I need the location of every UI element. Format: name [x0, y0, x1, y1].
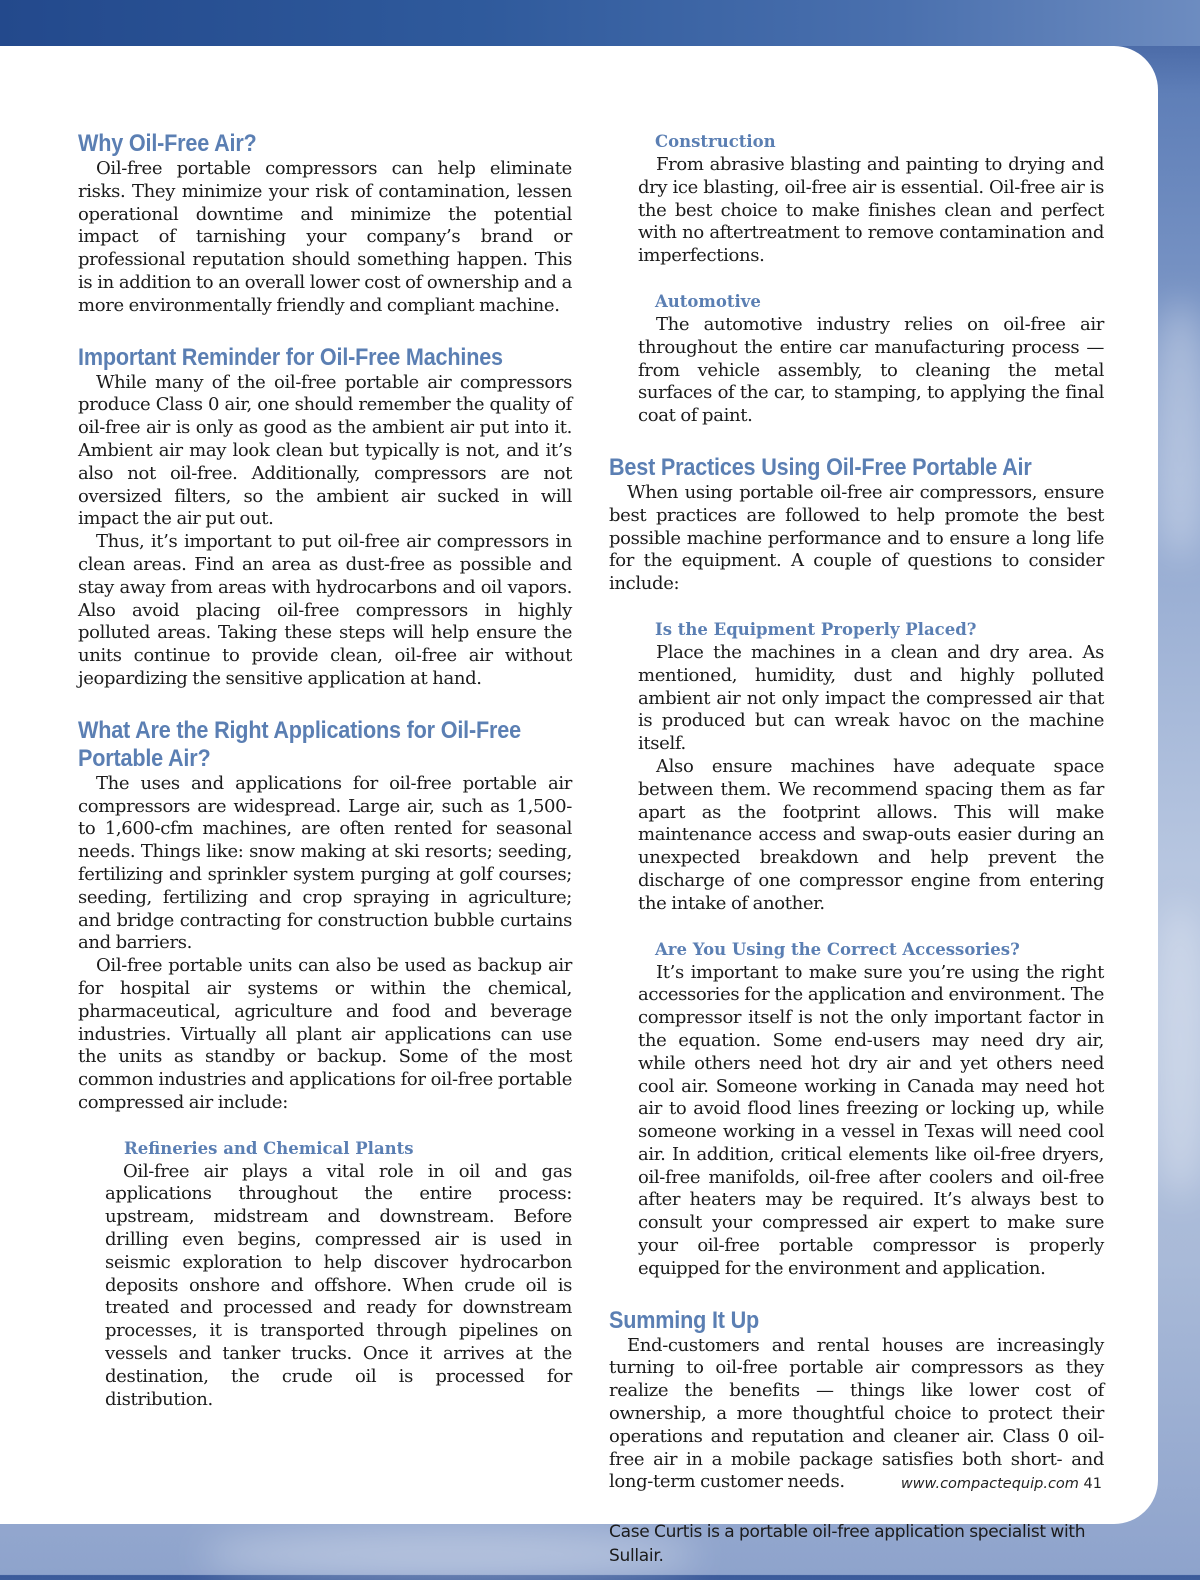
- section-why-oil-free: [78, 130, 572, 318]
- subsection-heading: Are You Using the Correct Accessories?: [655, 939, 1020, 959]
- page-footer: [901, 1476, 1102, 1492]
- section-heading: Best Practices Using Oil-Free Portable Air: [609, 453, 1032, 481]
- section-heading: What Are the Right Applications for Oil-Free Portable Air?: [78, 716, 521, 772]
- paragraph: The automotive industry relies on oil-free air throughout the entire car manufacturing process — from vehicle assembly, to cleaning the metal surfaces of the car, to stamping, to applying the final coat of paint.: [638, 313, 1104, 427]
- subsection-heading: Automotive: [655, 291, 761, 311]
- section-summing-up: [609, 1307, 1104, 1495]
- paragraph: The uses and applications for oil-free portable air compressors are widespread. Large air, such as 1,500- to 1,600-cfm machines, are often rented for seasonal needs. Things like: snow making at ski resorts; seeding, fertilizing and sprinkler system purging at golf courses; seeding, fertilizing and crop spraying in agriculture; and bridge contracting for construction bubble curtains and barriers.: [78, 772, 572, 954]
- subsection-heading: Construction: [655, 132, 776, 151]
- subsection-heading: Refineries and Chemical Plants: [124, 1138, 414, 1158]
- subsection-refineries: [105, 1137, 572, 1412]
- paragraph: Oil-free air plays a vital role in oil and gas applications throughout the entire process: upstream, midstream and downstream. Before drilling even begins, compressed air is used in seismic exploration to help discover hydrocarbon deposits onshore and offshore. When crude oil is treated and processed and ready for downstream processes, it is transported through pipelines on vessels and tanker trucks. Once it arrives at the destination, the crude oil is processed for distribution.: [105, 1160, 572, 1410]
- left-column: [78, 130, 572, 1411]
- paragraph: Oil-free portable compressors can help eliminate risks. They minimize your risk of contamination, lessen operational downtime and minimize the potential impact of tarnishing your company’s brand or professional reputation should something happen. This is in addition to an overall lower cost of ownership and a more environmentally friendly and compliant machine.: [78, 158, 572, 316]
- section-applications: [78, 717, 572, 1115]
- footer-url[interactable]: www.compactequip.com: [900, 1476, 1079, 1492]
- paragraph: While many of the oil-free portable air compressors produce Class 0 air, one should remember the quality of oil-free air is only as good as the ambient air put into it. Ambient air may look clean but typically is not, and it’s also not oil-free. Additionally, compressors are not oversized filters, so the ambient air sucked in will impact the air put out.: [78, 371, 572, 530]
- paragraph: Oil-free portable units can also be used as backup air for hospital air systems or within the chemical, pharmaceutical, agriculture and food and beverage industries. Virtually all plant air applications can use the units as standby or backup. Some of the most common industries and applications for oil-free portable compressed air include:: [78, 955, 572, 1113]
- subsection-construction: [638, 130, 1104, 268]
- section-heading: Summing It Up: [609, 1306, 760, 1334]
- section-heading: Important Reminder for Oil-Free Machines: [78, 343, 503, 371]
- subsection-heading: Is the Equipment Properly Placed?: [655, 619, 977, 639]
- top-color-band: [0, 0, 1200, 46]
- section-best-practices: [609, 454, 1104, 596]
- paragraph: It’s important to make sure you’re using the right accessories for the application and environment. The compressor itself is not the only important factor in the equation. Some end-users may need dry air, while others need hot dry air and yet others need cool air. Someone working in Canada may need hot air to avoid flood lines freezing or locking up, while someone working in a vessel in Texas will need cool air. In addition, critical elements like oil-free dryers, oil-free manifolds, oil-free after coolers and oil-free after heaters may be required. It’s always best to consult your compressed air expert to make sure your oil-free portable compressor is properly equipped for the environment and application.: [638, 961, 1104, 1279]
- section-important-reminder: [78, 344, 572, 691]
- paragraph: End-customers and rental houses are increasingly turning to oil-free portable air compressors as they realize the benefits — things like lower cost of ownership, a more thoughtful choice to protect their operations and reputation and cleaner air. Class 0 oil-free air in a mobile package satisfies both short- and long-term customer needs.: [609, 1334, 1104, 1493]
- paragraph: When using portable oil-free air compressors, ensure best practices are followed to help promote the best possible machine performance and to ensure a long life for the equipment. A couple of questions to consider include:: [609, 481, 1104, 595]
- section-heading: Why Oil-Free Air?: [78, 130, 257, 157]
- paragraph: Thus, it’s important to put oil-free air compressors in clean areas. Find an area as dust-free as possible and stay away from areas with hydrocarbons and oil vapors. Also avoid placing oil-free compressors in highly polluted areas. Taking these steps will help ensure the units continue to provide clean, oil-free air without jeopardizing the sensitive application at hand.: [78, 531, 572, 689]
- paragraph: Also ensure machines have adequate space between them. We recommend spacing them as far apart as the footprint allows. This will make maintenance access and swap-outs easier during an unexpected breakdown and help prevent the discharge of one compressor engine from entering the intake of another.: [638, 755, 1104, 914]
- right-column: [609, 130, 1104, 1568]
- subsection-automotive: [638, 290, 1104, 428]
- subsection-accessories: [638, 938, 1104, 1281]
- author-byline: Case Curtis is a portable oil-free application specialist with Sullair.: [609, 1522, 1086, 1567]
- paragraph: From abrasive blasting and painting to drying and dry ice blasting, oil-free air is essential. Oil-free air is the best choice to make finishes clean and perfect with no aftertreatment to remove contamination and imperfections.: [638, 154, 1104, 267]
- subsection-placement: [638, 618, 1104, 916]
- page-number: 41: [1083, 1476, 1102, 1492]
- paragraph: Place the machines in a clean and dry area. As mentioned, humidity, dust and highly polluted ambient air not only impact the compressed air that is produced but can wreak havoc on the machine itself.: [638, 641, 1104, 755]
